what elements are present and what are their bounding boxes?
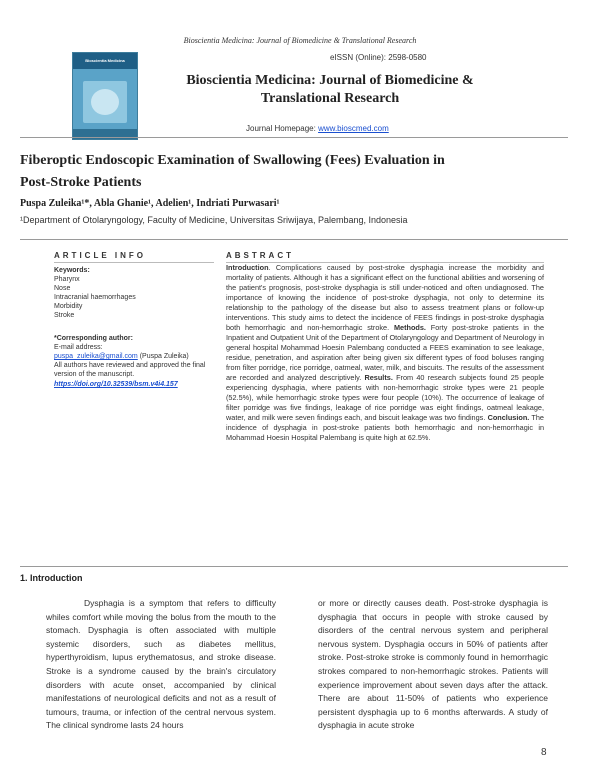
- eissn: eISSN (Online): 2598-0580: [330, 53, 427, 62]
- abstract-text: [226, 263, 544, 443]
- abstract-heading: ABSTRACT: [226, 251, 294, 260]
- cover-title: Bioscientia Medicina: [73, 53, 137, 69]
- email-line: [54, 352, 214, 361]
- introduction-column-1: Dysphagia is a symptom that refers to difficulty whiles comfort while moving the bolus from the mouth to the stomach. Dysphagia is often associated with multiple systemic disorders, such as diabetes mellitus, hyperthyroidism, lupus erythematosus, and stroke disease. Stroke is a syndrome caused by the brain's circulatory disorders with acute onset, accompanied by clinical manifestations of neurological deficits and not as a result of tumours, trauma, or infection of the central nervous system. The clinical syndrome lasts 24 hours: [46, 598, 276, 731]
- keyword: Morbidity: [54, 303, 83, 310]
- keywords-label: Keywords:: [54, 267, 90, 274]
- review-note: All authors have reviewed and approved the final version of the manuscript.: [54, 362, 206, 378]
- abstract-conclusion-text: The incidence of dysphagia in post-stroke patients both hemorrhagic and non-hemorrhagic in Mohammad Hoesin Hospital Palembang is quite high at 62.5%.: [226, 413, 544, 442]
- keywords-block: [54, 266, 214, 320]
- article-info-heading: ARTICLE INFO: [54, 251, 146, 260]
- abstract-end-rule: [20, 566, 568, 567]
- email-link[interactable]: puspa_zuleika@gmail.com: [54, 353, 138, 360]
- cover-graphic-inner: [91, 89, 119, 115]
- abstract-intro-text: . Complications caused by post-stroke dysphagia increase the morbidity and mortality of patients. Although it has a significant effect on the functional abilities and worsening of the patient's prognosis, post-stroke dysphagia is still under-noticed and often undiagnosed. The importance of knowing the incidence of post-stroke dysphagia, not only to determine its relationship to the pathology of the disease but also to assess treatment plans or follow-up interventions. This study aims to detect the incidence of FEES findings in post-stroke dysphagia both hemorrhagic and non-hemorrhagic stroke.: [226, 263, 544, 332]
- page-number: 8: [541, 747, 547, 758]
- journal-homepage: [246, 124, 389, 133]
- journal-title-line1: Bioscientia Medicina: Journal of Biomedicine &: [186, 73, 474, 88]
- journal-title-line2: Translational Research: [260, 91, 400, 106]
- email-label: E-mail address:: [54, 344, 103, 351]
- header-rule: [20, 137, 568, 138]
- article-title-line1: Fiberoptic Endoscopic Examination of Swallowing (Fees) Evaluation in: [20, 153, 445, 168]
- corresponding-block: [54, 334, 214, 379]
- doi-link[interactable]: https://doi.org/10.32539/bsm.v4i4.157: [54, 381, 178, 388]
- homepage-label: Journal Homepage:: [246, 124, 316, 133]
- abstract-methods-text: Forty post-stroke patients in the Inpatient and Outpatient Unit of the Department of Otolaryngology and Department of Neurology in general hospital Mohammad Hoesin Palembang conducted a FEES examination to see leakage, residue, penetration, and aspiration after being given six different types of food boluses ranging from filter porridge, rice porridge, oatmeal, water, milk, and biscuits. The results of the assessment are recorded and analyzed descriptively.: [226, 323, 545, 382]
- abstract-intro-label: Introduction: [226, 263, 269, 272]
- keyword: Stroke: [54, 312, 75, 319]
- running-header: Bioscientia Medicina: Journal of Biomedicine & Translational Research: [183, 36, 417, 45]
- homepage-link[interactable]: www.bioscmed.com: [318, 124, 389, 133]
- keyword: Pharynx: [54, 276, 80, 283]
- corresponding-label: *Corresponding author:: [54, 335, 133, 342]
- affiliation: ¹Department of Otolaryngology, Faculty of Medicine, Universitas Sriwijaya, Palembang, Indonesia: [20, 215, 408, 225]
- abstract-results-text: From 40 research subjects found 25 people experiencing dysphagia, where patients with non-hemorrhagic stroke types were 21 people (52.5%), while hemorrhagic stroke types were four people (10%). The occurrence of leakage of filter porridge was five findings, leakage of rice porridge was eight findings, oatmeal leakage, water, and milk were seven findings each, and biscuit leakage was two findings.: [226, 373, 544, 422]
- keywords-list: [54, 275, 214, 320]
- authors: Puspa Zuleika¹*, Abla Ghanie¹, Adelien¹, Indriati Purwasari¹: [20, 198, 280, 209]
- info-rule: [54, 262, 214, 263]
- abstract-conclusion-label: Conclusion.: [487, 413, 530, 422]
- email-suffix: (Puspa Zuleika): [137, 353, 189, 360]
- doi-block: [54, 380, 214, 389]
- introduction-heading: 1. Introduction: [20, 573, 83, 583]
- abstract-results-label: Results.: [364, 373, 393, 382]
- keyword: Nose: [54, 285, 71, 292]
- article-title: [20, 150, 560, 194]
- abstract-methods-label: Methods.: [393, 323, 426, 332]
- journal-title: [150, 72, 510, 108]
- affiliation-rule: [20, 239, 568, 240]
- keyword: Intracranial haemorrhages: [54, 294, 136, 301]
- introduction-column-2: or more or directly causes death. Post-stroke dysphagia is dysphagia that occurs in people with stroke caused by disorders of the central nervous system and peripheral nervous system. Dysphagia occurs in 50% of patients after stroke. Post-stroke stroke is commonly found in hemorrhagic strokes compared to non-hemorrhagic strokes. Patients will experience improvement about seven days after the attack. There are about 11-50% of patients who experience persistent dysphagia up to 6 months afterwards. A study of dysphagia in acute stroke: [318, 598, 548, 731]
- article-title-line2: Post-Stroke Patients: [20, 175, 142, 190]
- journal-cover-image: [72, 52, 138, 140]
